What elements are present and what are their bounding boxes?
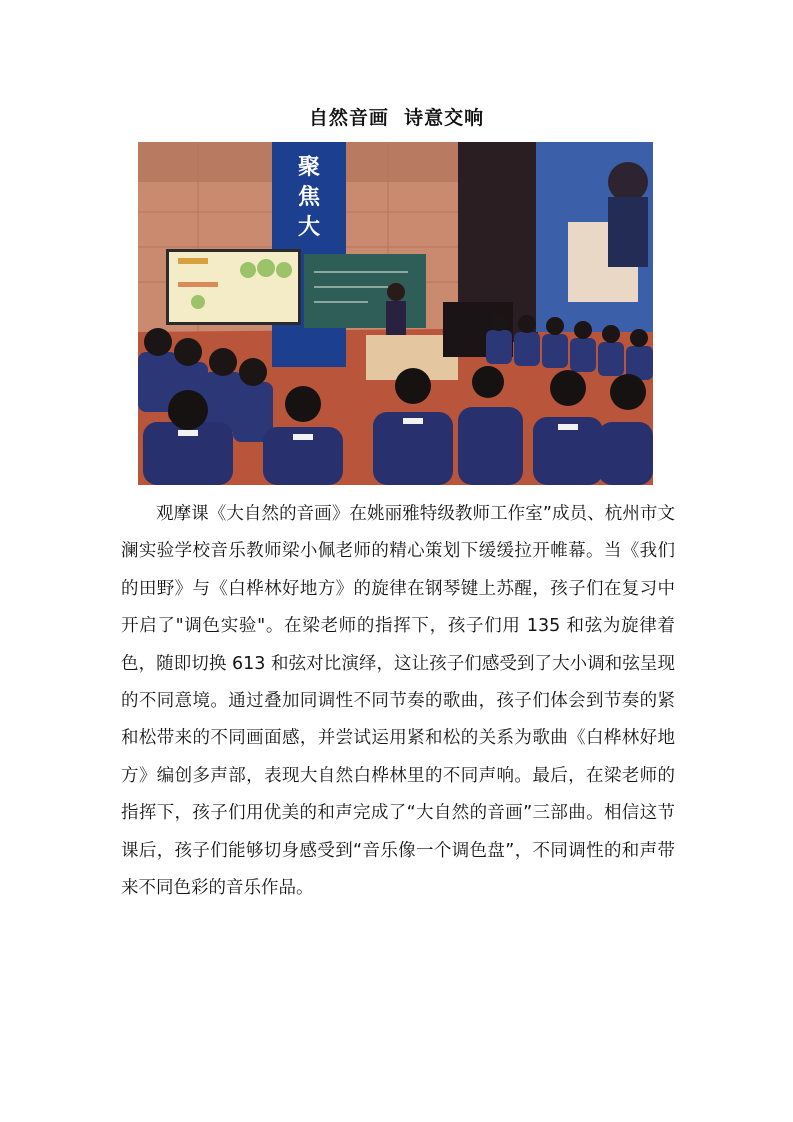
- classroom-photo: [138, 142, 653, 485]
- svg-text:大: 大: [297, 215, 321, 240]
- article-title: 自然音画 诗意交响: [308, 107, 485, 129]
- svg-text:聚: 聚: [297, 155, 321, 180]
- article-paragraph: 观摩课《大自然的音画》在姚丽雅特级教师工作室”成员、杭州市文澜实验学校音乐教师梁小佩老师的精心策划下缓缓拉开帷幕。当《我们的田野》与《白桦林好地方》的旋律在钢琴键上苏醒，孩子们在复习中开启了"调色实验"。在梁老师的指挥下，孩子们用 135 和弦为旋律着色，随即切换 613 和弦对比演绎，这让孩子们感受到了大小调和弦呈现的不同意境。通过叠加同调性不同节奏的歌曲，孩子们体会到节奏的紧和松带来的不同画面感，并尝试运用紧和松的关系为歌曲《白桦林好地方》编创多声部，表现大自然白桦林里的不同声响。最后，在梁老师的指挥下，孩子们用优美的和声完成了“大自然的音画”三部曲。相信这节课后，孩子们能够切身感受到“音乐像一个调色盘”，不同调性的和声带来不同色彩的音乐作品。: [121, 504, 675, 899]
- svg-text:焦: 焦: [297, 185, 321, 210]
